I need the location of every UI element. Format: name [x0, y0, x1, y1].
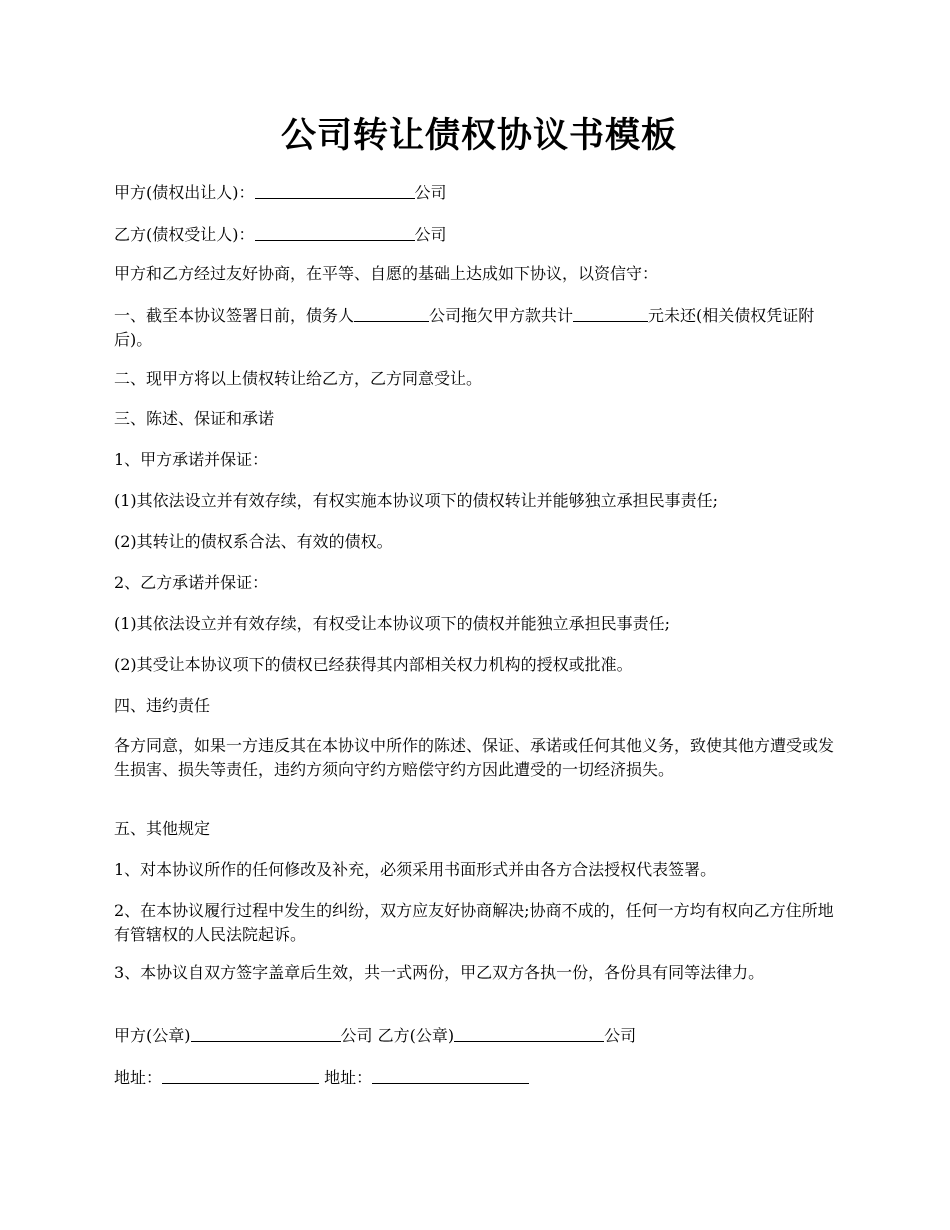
- clause-1-part3: 元未还(相关债权凭证附后)。: [114, 306, 815, 349]
- sign-a-prefix: 甲方(公章): [114, 1026, 191, 1045]
- party-a-prefix: 甲方(债权出让人)：: [114, 183, 255, 202]
- party-a-blank: [255, 181, 415, 199]
- clause-5-2: 2、在本协议履行过程中发生的纠纷，双方应友好协商解决;协商不成的，任何一方均有权向乙方住所地有管辖权的人民法院起诉。: [114, 901, 834, 944]
- debtor-blank: [354, 304, 429, 322]
- sign-b-suffix: 公司: [604, 1026, 637, 1045]
- clause-5-heading: 五、其他规定: [114, 819, 211, 838]
- party-b-blank: [255, 223, 415, 241]
- clause-3-heading: 三、陈述、保证和承诺: [114, 409, 275, 428]
- clause-1-part2: 公司拖欠甲方款共计: [429, 306, 574, 325]
- intro-paragraph: 甲方和乙方经过友好协商，在平等、自愿的基础上达成如下协议，以资信守：: [114, 264, 659, 283]
- sign-b-blank: [454, 1024, 604, 1042]
- clause-3-2: 2、乙方承诺并保证：: [114, 573, 269, 592]
- amount-blank: [573, 304, 648, 322]
- clause-3-2-a: (1)其依法设立并有效存续，有权受让本协议项下的债权并能独立承担民事责任;: [114, 614, 671, 633]
- sign-b-prefix: 乙方(公章): [377, 1026, 455, 1045]
- address-line: [114, 1065, 839, 1090]
- addr-b-blank: [372, 1066, 529, 1084]
- addr-a-prefix: 地址：: [114, 1068, 163, 1087]
- party-b-suffix: 公司: [414, 225, 447, 244]
- clause-3-2-b: (2)其受让本协议项下的债权已经获得其内部相关权力机构的授权或批准。: [114, 655, 633, 674]
- clause-4-body: 各方同意，如果一方违反其在本协议中所作的陈述、保证、承诺或任何其他义务，致使其他方遭受或发生损害、损失等责任，违约方须向守约方赔偿守约方因此遭受的一切经济损失。: [114, 736, 835, 779]
- clause-5-3: 3、本协议自双方签字盖章后生效，共一式两份，甲乙双方各执一份，各份具有同等法律力。: [114, 963, 765, 982]
- sign-a-suffix: 公司: [340, 1026, 373, 1045]
- document-title: 公司转让债权协议书模板: [280, 116, 677, 156]
- signature-line: [114, 1023, 839, 1048]
- clause-1-part1: 一、截至本协议签署日前，债务人: [114, 306, 355, 325]
- party-b-prefix: 乙方(债权受让人)：: [114, 225, 255, 244]
- clause-4-heading: 四、违约责任: [114, 696, 211, 715]
- sign-a-blank: [191, 1024, 341, 1042]
- party-a-suffix: 公司: [414, 183, 447, 202]
- clause-3-1-a: (1)其依法设立并有效存续，有权实施本协议项下的债权转让并能够独立承担民事责任;: [114, 491, 719, 510]
- clause-1: [114, 303, 839, 352]
- clause-5-1: 1、对本协议所作的任何修改及补充，必须采用书面形式并由各方合法授权代表签署。: [114, 860, 717, 879]
- party-b-line: [114, 222, 839, 247]
- party-a-line: [114, 180, 839, 205]
- clause-3-1-b: (2)其转让的债权系合法、有效的债权。: [114, 532, 393, 551]
- clause-2: 二、现甲方将以上债权转让给乙方，乙方同意受让。: [114, 369, 483, 388]
- clause-3-1: 1、甲方承诺并保证：: [114, 450, 269, 469]
- addr-b-prefix: 地址：: [324, 1068, 373, 1087]
- addr-a-blank: [162, 1066, 319, 1084]
